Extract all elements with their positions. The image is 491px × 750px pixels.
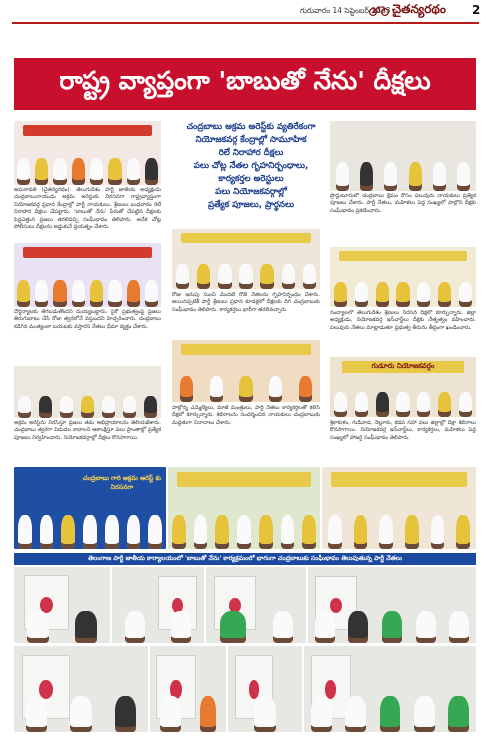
photo-signing-1 xyxy=(14,567,110,643)
headline: రాష్ట్ర వ్యాప్తంగా 'బాబుతో నేను' దీక్షలు xyxy=(59,66,431,95)
photo-protest-6 xyxy=(168,467,320,549)
caption-col2-b: పాల్గొన్న ఎమ్మెల్యేలు, మాజీ మంత్రులు, పార్టీ నేతలు కార్యకర్తలతో కలిసి దీక్షలో కూర్చున్నారు. శిబిరాలను సందర్శించిన నాయకులు చంద్రబాబుకు మద్దతుగా నినాదాలు చేశారు. xyxy=(172,405,320,426)
issue-date: గురువారం 14 సెప్టెంబర్ 2023 xyxy=(300,6,391,15)
photo-protest-5 xyxy=(330,247,476,307)
photo-nandyal xyxy=(330,357,476,417)
photo-protest-1 xyxy=(14,121,161,185)
callout-line: నియోజకవర్గ కేంద్రాల్లో సామూహిక xyxy=(195,135,307,145)
callout-line: కార్యకర్తల అరెస్టులు xyxy=(218,174,284,184)
photo-signing-4 xyxy=(308,567,476,643)
newspaper-title: చైతన్యరథం xyxy=(392,2,446,16)
masthead-rule xyxy=(12,22,479,24)
photo-prayer xyxy=(330,121,476,191)
callout-line: చంద్రబాబు అక్రమ అరెస్ట్‌కు వ్యతిరేకంగా xyxy=(186,122,316,132)
caption-col3-a: ప్రొద్దుటూరులో చంద్రబాబు క్షేమం కోసం పలువురు నాయకులు ప్రత్యేక పూజలు చేశారు. పార్టీ నేతలు, మహిళలు పెద్ద సంఖ్యలో పాల్గొని దీక్షకు సంఘీభావం ప్రకటించారు. xyxy=(330,193,476,214)
telangana-caption-band: తెలంగాణ పార్టీ జాతీయ కార్యాలయంలో 'బాబుతో నేను' కార్యక్రమంలో భాగంగా చంద్రబాబుకు సంఘీభావం తెలుపుతున్న పార్టీ నేతలు xyxy=(14,553,476,565)
photo-protest-3 xyxy=(14,366,161,418)
photo-signing-3 xyxy=(206,567,306,643)
photo-chandrababu-banner xyxy=(14,467,166,549)
photo-signing-6 xyxy=(150,646,226,732)
photo-protest-7 xyxy=(322,467,476,549)
caption-col1-c: అక్రమ అరెస్ట్‌ను నిరసిస్తూ ప్రజలు తమ అభిప్రాయాలను తెలియజేశారు. చంద్రబాబు త్వరగా విడుదల కావాలని ఆకాంక్షిస్తూ పలు ప్రాంతాల్లో ప్రత్యేక పూజలు నిర్వహించారు. నియోజకవర్గాల్లో దీక్షలు కొనసాగాయి. xyxy=(14,420,161,441)
callout-line: ప్రత్యేక పూజలు, ప్రార్థనలు xyxy=(207,200,295,210)
nandyal-board: గుడూరు నియోజకవర్గం xyxy=(342,361,465,373)
photo-signing-5 xyxy=(14,646,148,732)
caption-col1-a: అమరావతి (చైతన్యరథం): తెలుగుదేశం పార్టీ జాతీయ అధ్యక్షుడు చంద్రబాబునాయుడు అక్రమ అరెస్టుకు నిరసనగా రాష్ట్రవ్యాప్తంగా నియోజకవర్గ ప్రధాన కేంద్రాల్లో పార్టీ నాయకులు, శ్రేణులు బుధవారం రిలే నిరాహార దీక్షలు చేపట్టారు. 'బాబుతో నేను' పేరుతో చేపట్టిన దీక్షలకు పెద్దఎత్తున ప్రజలు తరలివచ్చి సంఘీభావం తెలిపారు. అనేక చోట్ల పోలీసులు దీక్షలను అడ్డుకునే ప్రయత్నం చేశారు. xyxy=(14,187,161,231)
caption-col3-b: నంద్యాలలో తెలుగుదేశం శ్రేణులు నిరసన దీక్షలో కూర్చున్నారు. జిల్లా అధ్యక్షుడు, నియోజకవర్గ ఇన్‌చార్జ్‌లు దీక్షకు నేతృత్వం వహించారు. పలువురు నేతలు మాట్లాడుతూ ప్రభుత్వ తీరును తీవ్రంగా ఖండించారు. xyxy=(330,310,476,331)
page-number: 2 xyxy=(472,3,481,17)
photo-signing-7 xyxy=(228,646,302,732)
caption-col3-c: శ్రీకాకుళం, గుడివాడ, నెల్లూరు, కడప సహా పలు జిల్లాల్లో దీక్షా శిబిరాలు కొనసాగాయి. నియోజకవర్గ ఇన్‌చార్జ్‌లు, కార్యకర్తలు, మహిళలు పెద్ద సంఖ్యలో హాజరై సంఘీభావం తెలిపారు. xyxy=(330,420,476,441)
photo-protest-2 xyxy=(14,243,161,307)
callout-line: పలు చోట్ల నేతల గృహనిర్బంధాలు, xyxy=(193,161,309,171)
bicycle-logo-icon xyxy=(368,4,390,16)
callout-line: పలు నియోజకవర్గాల్లో xyxy=(215,187,287,197)
photo-signing-8 xyxy=(304,646,476,732)
photo-protest-4 xyxy=(172,229,320,289)
photo-pooja xyxy=(172,340,320,402)
caption-col2-a: రోజు జరుపు సుంచి మొదటి రోజే నేతలను గృహనిర్బంధం చేశారు. అయినప్పటికీ పార్టీ శ్రేణులు ప్రధాన కూడళ్లలో దీక్షలకు దిగి చంద్రబాబుకు సంఘీభావం తెలిపారు. కార్యకర్తలు భారీగా తరలివచ్చారు. xyxy=(172,292,320,313)
chandrababu-board: చంద్రబాబు గారి అక్రమ అరెస్ట్ కు నిరసనగా xyxy=(82,474,161,491)
photo-signing-2 xyxy=(112,567,204,643)
caption-col1-b: దౌర్జన్యాలకు తెగబడుతోందని దుయ్యబట్టారు. సైకో ప్రభుత్వంపై ప్రజలు తిరుగుబాటు చేసే రోజు త్వరలోనే వస్తుందని హెచ్చరించారు. చంద్రబాబు కడిగిన ముత్యంలా బయటకు వస్తారని నేతలు ధీమా వ్యక్తం చేశారు. xyxy=(14,309,161,330)
callout-box xyxy=(176,121,326,227)
callout-line: రిలే నిరాహార దీక్షలు xyxy=(218,148,284,158)
